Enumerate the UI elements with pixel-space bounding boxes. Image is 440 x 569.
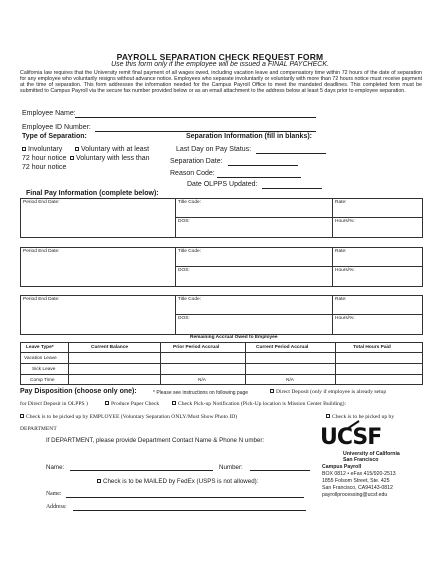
voluntary-less-checkbox[interactable] bbox=[70, 156, 74, 160]
hours-label: Hours/%: bbox=[335, 316, 355, 321]
mail-name-field[interactable] bbox=[66, 497, 304, 498]
olpps-updated-field[interactable] bbox=[262, 188, 322, 189]
involuntary-checkbox[interactable] bbox=[22, 147, 26, 151]
employee-name-field[interactable] bbox=[75, 117, 316, 118]
employee-pickup-checkbox[interactable] bbox=[20, 414, 24, 418]
mail-address-label: Address: bbox=[46, 504, 67, 510]
employee-id-field[interactable] bbox=[95, 131, 316, 132]
department-pickup-checkbox[interactable] bbox=[326, 414, 330, 418]
office-street: 1855 Folsom Street, Ste. 425 bbox=[322, 478, 390, 484]
hours-label: Hours/%: bbox=[335, 268, 355, 273]
voluntary-less-line2: 72 hour notice bbox=[22, 164, 67, 171]
reason-code-field[interactable] bbox=[217, 177, 301, 178]
department-pickup-option[interactable]: Check is to be picked up by bbox=[326, 414, 394, 420]
hours-label: Hours/%: bbox=[335, 219, 355, 224]
mail-option[interactable]: Check is to be MAILED by FedEx (USPS is not allowed): bbox=[97, 478, 258, 486]
employee-id-label: Employee ID Number: bbox=[22, 124, 91, 131]
dept-contact-label: If DEPARTMENT, please provide Department Contact Name & Phone N umber: bbox=[46, 437, 265, 444]
instructions-note: * Please see instructions on following page bbox=[153, 390, 249, 396]
office-email[interactable]: payrollprocessing@ucsf.edu bbox=[322, 492, 388, 498]
rate-label: Rate: bbox=[335, 249, 347, 254]
logo-mark-icon bbox=[345, 420, 361, 430]
row-comp: Comp Time bbox=[30, 378, 55, 383]
dos-label: DOS: bbox=[178, 268, 190, 273]
voluntary-72-option[interactable]: Voluntary with at least bbox=[75, 146, 149, 154]
contact-name-label: Name: bbox=[46, 464, 65, 471]
mail-checkbox[interactable] bbox=[97, 479, 101, 483]
title-code-label: Title Code: bbox=[178, 249, 202, 254]
form-subtitle: Use this form only if the employee will be issued a FINAL PAYCHECK. bbox=[111, 61, 329, 68]
direct-deposit-checkbox[interactable] bbox=[270, 389, 274, 393]
period-end-label: Period End Date: bbox=[23, 249, 60, 254]
rate-label: Rate: bbox=[335, 297, 347, 302]
mail-address-field[interactable] bbox=[73, 510, 306, 511]
final-pay-table-3 bbox=[20, 295, 423, 335]
direct-deposit-line2: for Direct Deposit in OLPPS ) bbox=[20, 401, 88, 407]
office-name: Campus Payroll bbox=[322, 464, 362, 470]
ucsf-logo: UCSF bbox=[320, 425, 381, 450]
olpps-updated-label: Date OLPPS Updated: bbox=[187, 181, 258, 188]
contact-number-label: Number: bbox=[219, 464, 243, 471]
intro-paragraph: California law requires that the University remit final payment of all wages owed, including vacation leave and compensatory time within 72 hours of the date of separation for any employee who voluntarily resigns without advance notice. Employees who separate involuntarily or voluntarily with more than 72 hours notice must receive payment at the time of separation. This form addresses the information needed for the Campus Payroll Office to meet the mandated deadlines. This completed form must be submitted to Campus Payroll via the secure fax number provided below or as an email attachment to the address below at least 5 days prior to employee separation. bbox=[20, 70, 422, 95]
col-leave-type: Leave Type* bbox=[26, 345, 54, 350]
dos-label: DOS: bbox=[178, 316, 190, 321]
employee-pickup-option[interactable]: Check is to be picked up by EMPLOYEE (Voluntary Separation ONLY/Must Show Photo ID) bbox=[20, 414, 237, 420]
title-code-label: Title Code: bbox=[178, 200, 202, 205]
separation-info-label: Separation Information (fill in blanks): bbox=[186, 133, 313, 140]
voluntary-72-checkbox[interactable] bbox=[75, 147, 79, 151]
involuntary-option[interactable]: Involuntary bbox=[22, 146, 62, 154]
col-current-balance: Current Balance bbox=[91, 345, 129, 350]
paper-check-checkbox[interactable] bbox=[105, 401, 109, 405]
final-pay-heading: Final Pay Information (complete below): bbox=[26, 190, 159, 197]
voluntary-72-line2: 72 hour notice bbox=[22, 155, 67, 162]
form-title: PAYROLL SEPARATION CHECK REQUEST FORM bbox=[116, 52, 324, 62]
voluntary-less-option[interactable]: Voluntary with less than bbox=[70, 155, 150, 163]
office-city: San Francisco, CA94143-0812 bbox=[322, 485, 393, 491]
final-pay-table-1 bbox=[20, 198, 423, 238]
separation-type-label: Type of Separation: bbox=[22, 133, 87, 140]
title-code-label: Title Code: bbox=[178, 297, 202, 302]
dos-label: DOS: bbox=[178, 219, 190, 224]
rate-label: Rate: bbox=[335, 200, 347, 205]
separation-date-label: Separation Date: bbox=[170, 158, 223, 165]
office-box-fax: BOX 0812 • eFax 415/920-2513 bbox=[322, 471, 396, 477]
col-total-hours: Total Hours Paid bbox=[353, 345, 391, 350]
na-prior: N/A bbox=[198, 378, 206, 383]
final-pay-table-2 bbox=[20, 247, 423, 287]
pickup-checkbox[interactable] bbox=[172, 401, 176, 405]
org-name-1: University of California bbox=[343, 451, 400, 457]
period-end-label: Period End Date: bbox=[23, 200, 60, 205]
contact-number-field[interactable] bbox=[250, 470, 310, 471]
accrual-heading: Remaining Accrual Owed to Employee bbox=[190, 335, 278, 340]
separation-date-field[interactable] bbox=[228, 165, 298, 166]
last-day-field[interactable] bbox=[256, 153, 326, 154]
department-pickup-line2: DEPARTMENT bbox=[20, 426, 57, 432]
employee-name-label: Employee Name: bbox=[22, 110, 76, 117]
last-day-label: Last Day on Pay Status: bbox=[176, 146, 252, 153]
col-prior-period: Prior Period Accrual bbox=[173, 345, 220, 350]
col-current-period: Current Period Accrual bbox=[256, 345, 309, 350]
direct-deposit-option[interactable]: Direct Deposit (only if employee is already setup bbox=[270, 389, 386, 395]
row-vacation: Vacation Leave bbox=[24, 356, 57, 361]
na-current: N/A bbox=[286, 378, 294, 383]
pickup-notification: Check Pick-up Notification (Pick-Up location is Mission Center Building): bbox=[172, 401, 346, 407]
row-sick: Sick Leave bbox=[32, 367, 56, 372]
contact-name-field[interactable] bbox=[70, 470, 213, 471]
org-name-2: San Francisco bbox=[343, 457, 379, 463]
mail-name-label: Name: bbox=[46, 491, 62, 497]
disposition-heading: Pay Disposition (choose only one): bbox=[20, 388, 137, 395]
paper-check-option[interactable]: Produce Paper Check bbox=[105, 401, 159, 407]
period-end-label: Period End Date: bbox=[23, 297, 60, 302]
reason-code-label: Reason Code: bbox=[170, 170, 215, 177]
